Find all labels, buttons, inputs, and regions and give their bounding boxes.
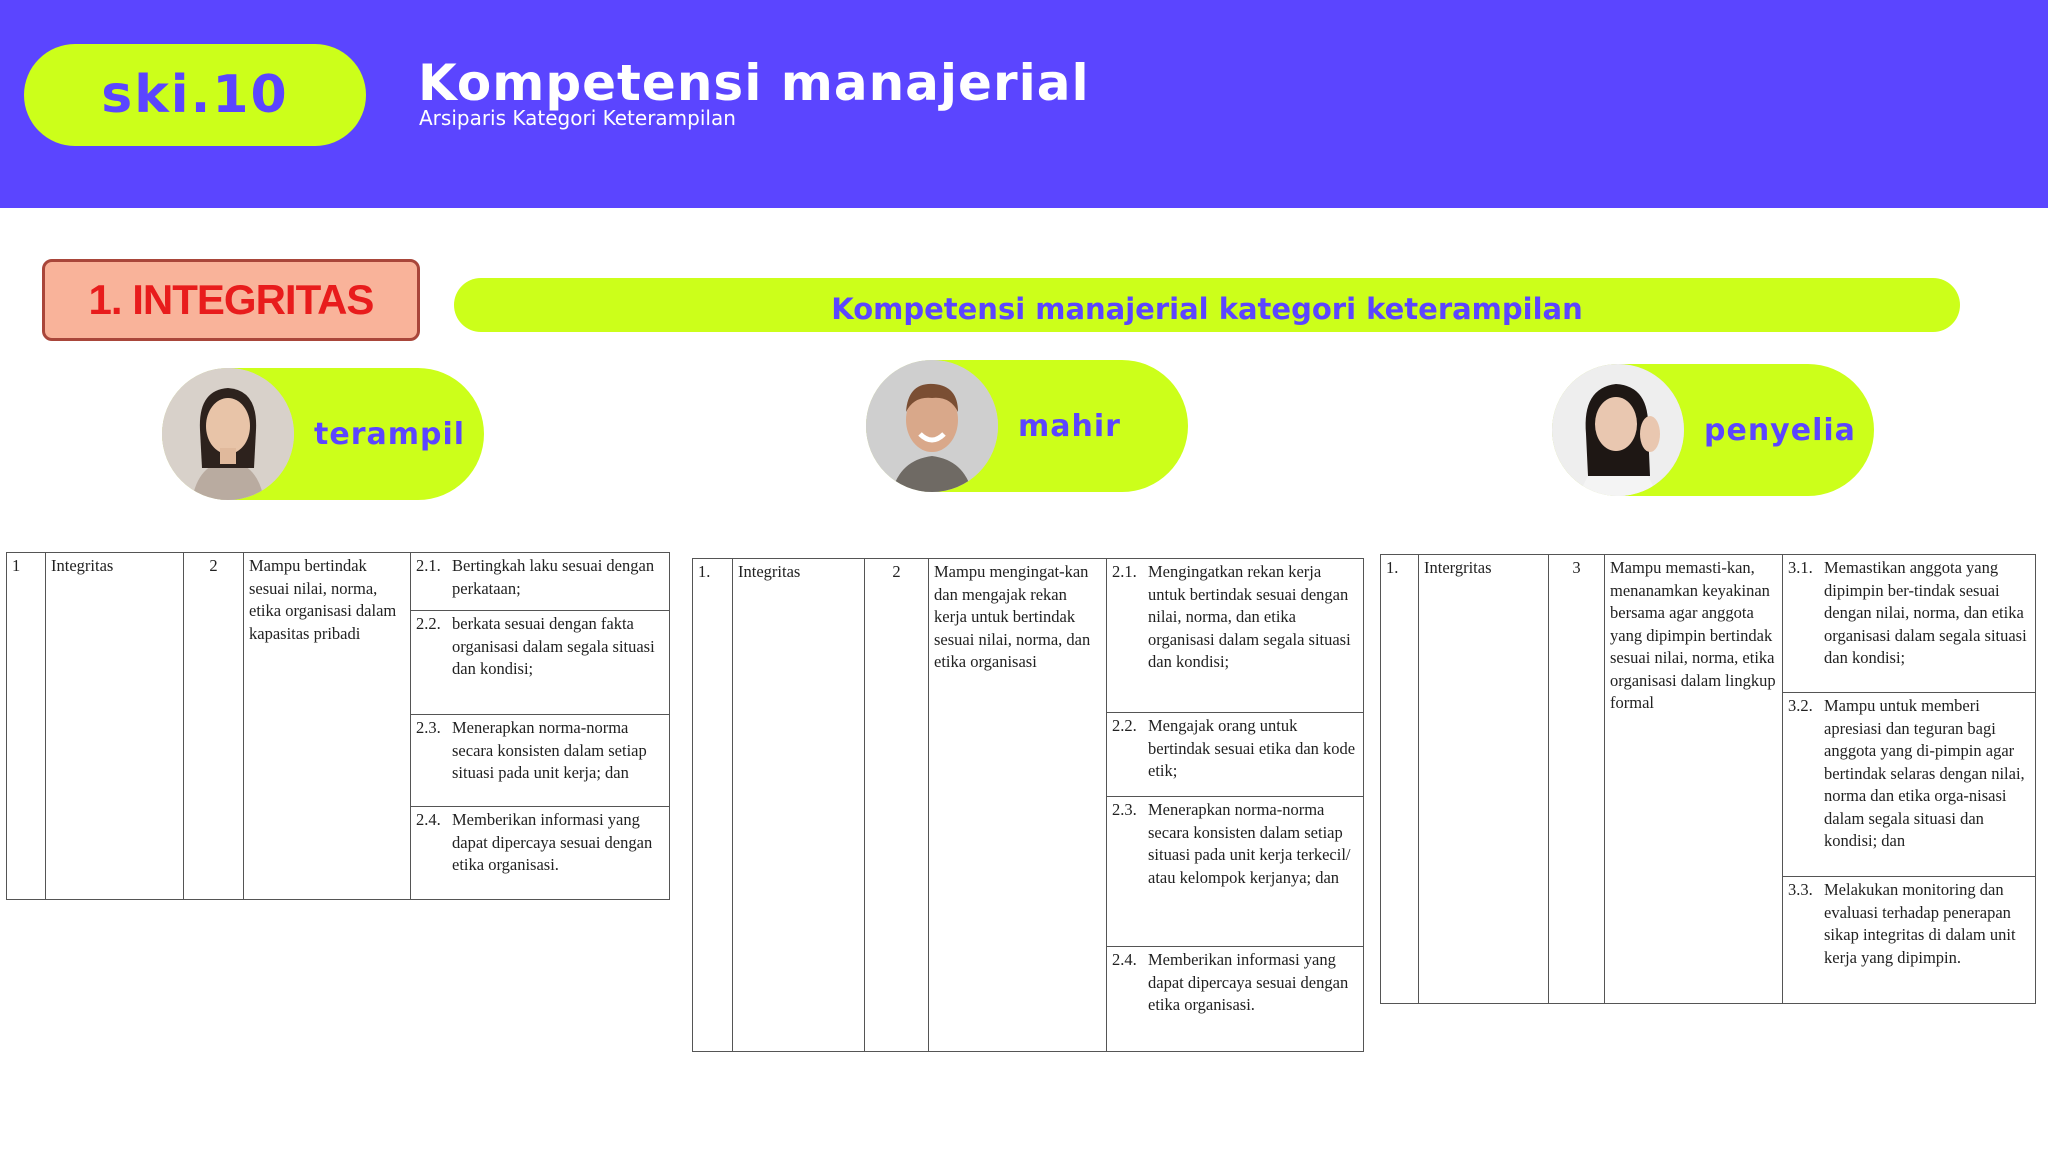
indicator: 3.1. Memastikan anggota yang dipimpin ber-tindak sesuai dengan nilai, norma, dan etika organisasi dalam segala situasi dan kondisi; xyxy=(1783,555,2035,693)
level-description: Mampu mengingat-kan dan mengajak rekan kerja untuk bertindak sesuai nilai, norma, dan etika organisasi xyxy=(929,559,1107,1052)
indicator: 2.2. Mengajak orang untuk bertindak sesuai etika dan kode etik; xyxy=(1107,713,1363,797)
table-row xyxy=(693,559,1364,1052)
indicators-cell xyxy=(411,553,670,900)
competency-table-penyelia xyxy=(1380,554,2036,1004)
indicator: 2.1. Mengingatkan rekan kerja untuk bertindak sesuai dengan nilai, norma, dan etika organisasi dalam segala situasi dan kondisi; xyxy=(1107,559,1363,713)
level-label: mahir xyxy=(1018,408,1121,444)
slide-badge: ski.10 xyxy=(24,44,366,146)
table-row xyxy=(7,553,670,900)
level-description: Mampu memasti-kan, menanamkan keyakinan bersama agar anggota yang dipimpin bertindak sesuai nilai, norma, etika organisasi dalam lingkup formal xyxy=(1605,555,1783,1004)
level-description: Mampu bertindak sesuai nilai, norma, etika organisasi dalam kapasitas pribadi xyxy=(244,553,411,900)
competency-name: Integritas xyxy=(733,559,865,1052)
competency-level: 2 xyxy=(865,559,929,1052)
competency-level: 2 xyxy=(184,553,244,900)
level-pill-penyelia xyxy=(1552,364,1874,496)
avatar xyxy=(1552,364,1684,496)
indicator: 3.2. Mampu untuk memberi apresiasi dan teguran bagi anggota yang di-pimpin agar bertindak selaras dengan nilai, norma dan etika orga-nisasi dalam segala situasi dan kondisi; dan xyxy=(1783,693,2035,877)
row-number: 1. xyxy=(693,559,733,1052)
avatar xyxy=(162,368,294,500)
indicator: 2.1. Bertingkah laku sesuai dengan perkataan; xyxy=(411,553,669,611)
woman-portrait-icon xyxy=(162,368,294,500)
table-row xyxy=(1381,555,2036,1004)
competency-name: Integritas xyxy=(46,553,184,900)
indicator: 2.2. berkata sesuai dengan fakta organisasi dalam segala situasi dan kondisi; xyxy=(411,611,669,715)
row-number: 1. xyxy=(1381,555,1419,1004)
level-pill-mahir xyxy=(866,360,1188,492)
woman-portrait-icon xyxy=(1552,364,1684,496)
page-subtitle: Arsiparis Kategori Keterampilan xyxy=(419,106,736,130)
section-label: 1. INTEGRITAS xyxy=(42,259,420,341)
competency-table-terampil xyxy=(6,552,670,900)
competency-level: 3 xyxy=(1549,555,1605,1004)
header-bar xyxy=(0,0,2048,208)
avatar xyxy=(866,360,998,492)
indicators-cell xyxy=(1783,555,2036,1004)
indicators-cell xyxy=(1107,559,1364,1052)
level-pill-terampil xyxy=(162,368,484,500)
indicator: 2.3. Menerapkan norma-norma secara konsisten dalam setiap situasi pada unit kerja; dan xyxy=(411,715,669,807)
indicator: 2.4. Memberikan informasi yang dapat dipercaya sesuai dengan etika organisasi. xyxy=(1112,950,1349,1014)
row-number: 1 xyxy=(7,553,46,900)
level-label: penyelia xyxy=(1704,412,1856,448)
competency-table-mahir xyxy=(692,558,1364,1052)
man-portrait-icon xyxy=(866,360,998,492)
category-banner: Kompetensi manajerial kategori keterampilan xyxy=(454,278,1960,332)
level-label: terampil xyxy=(314,416,466,452)
indicator: 2.3. Menerapkan norma-norma secara konsisten dalam setiap situasi pada unit kerja terkecil/ atau kelompok kerjanya; dan xyxy=(1107,797,1363,947)
indicator: 3.3. Melakukan monitoring dan evaluasi terhadap penerapan sikap integritas di dalam unit kerja yang dipimpin. xyxy=(1788,880,2016,967)
page-title: Kompetensi manajerial xyxy=(418,54,1090,112)
indicator: 2.4. Memberikan informasi yang dapat dipercaya sesuai dengan etika organisasi. xyxy=(416,810,653,874)
competency-name: Intergritas xyxy=(1419,555,1549,1004)
